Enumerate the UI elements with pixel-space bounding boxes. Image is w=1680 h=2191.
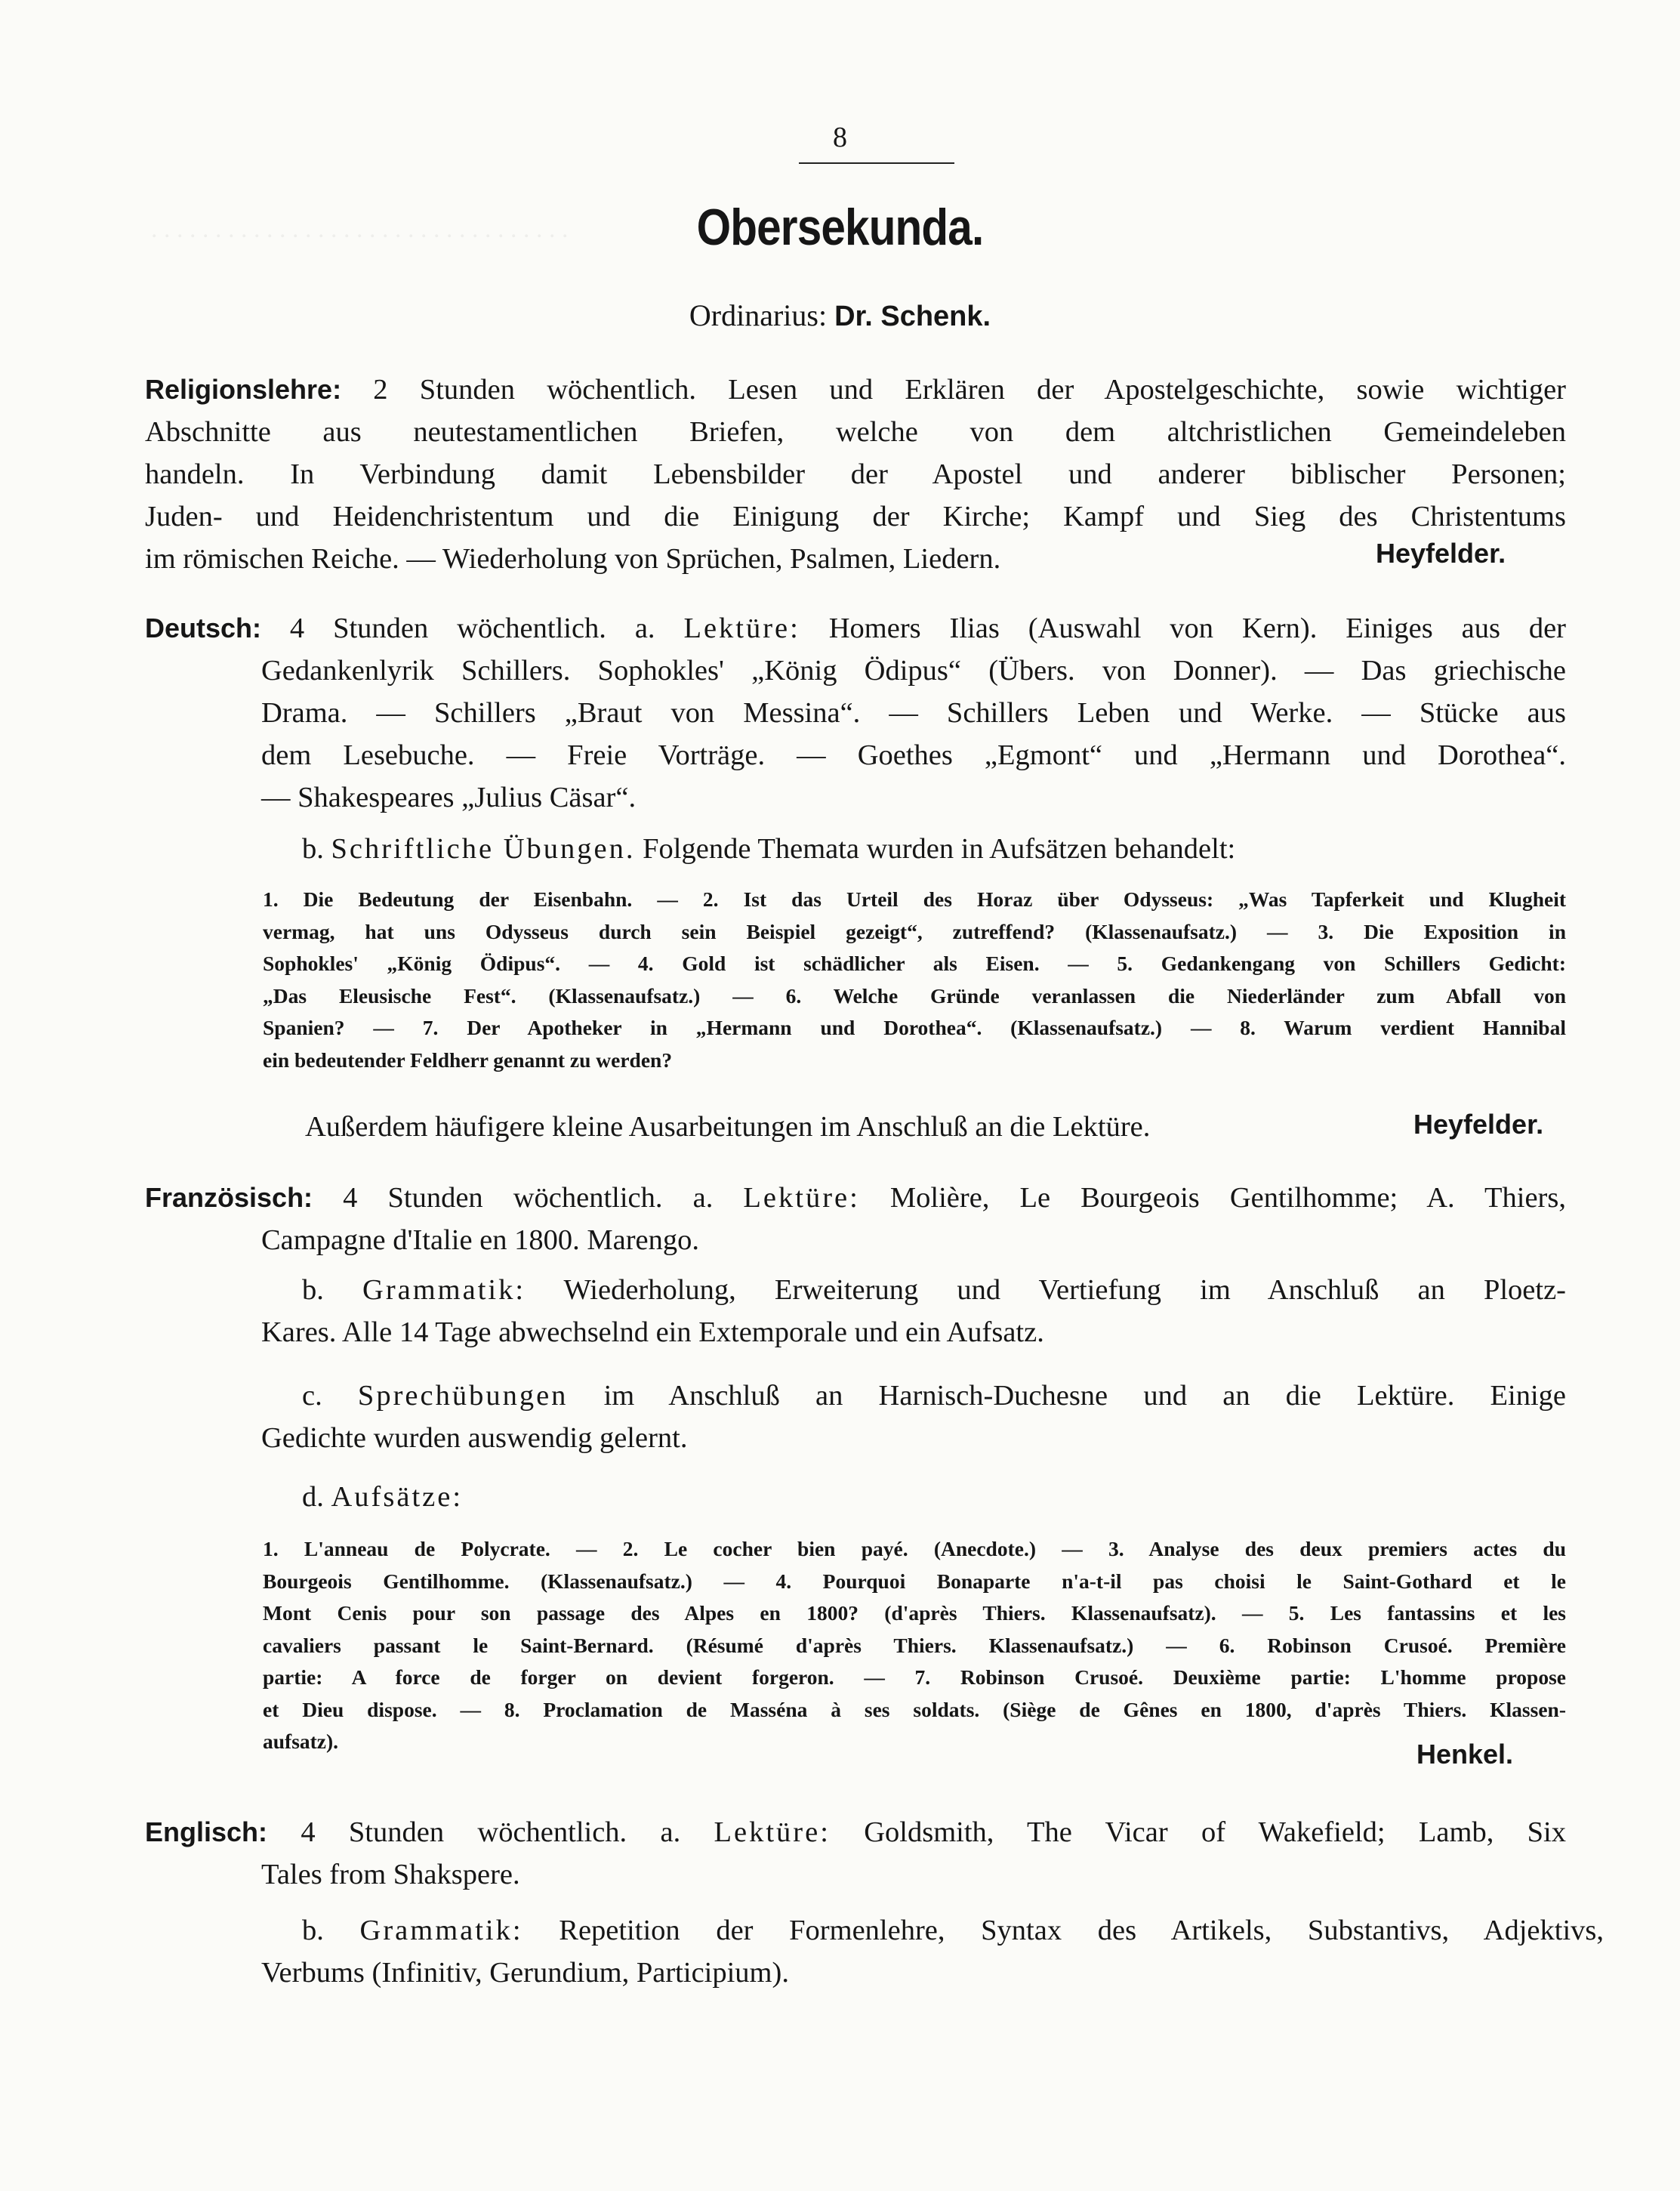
franz-line-1: Französisch: 4 Stunden wöchentlich. a. Lektüre: Molière, Le Bourgeois Gentilhomme; A. Thiers, [145,1182,1566,1214]
religion-line-5: im römischen Reiche. — Wiederholung von Sprüchen, Psalmen, Liedern. [145,543,1001,575]
ordinarius-line [0,298,1680,333]
deutsch-line-1: Deutsch: 4 Stunden wöchentlich. a. Lektüre: Homers Ilias (Auswahl von Kern). Einiges aus der [145,613,1566,644]
deutsch-teacher: Heyfelder. [1413,1109,1544,1140]
religion-line-1: Religionslehre: 2 Stunden wöchentlich. Lesen und Erklären der Apostelgeschichte, sowie wichtiger [145,374,1566,406]
religion-teacher: Heyfelder. [1376,538,1506,569]
religion-line-3: handeln. In Verbindung damit Lebensbilder der Apostel und anderer biblischer Personen; [145,458,1566,490]
ordinarius-name: Dr. Schenk. [834,301,991,332]
franz-c [261,1375,1566,1459]
deutsch-theme-line: vermag, hat uns Odysseus durch sein Beispiel gezeigt“, zutreffend? (Klassenaufsatz.) — 3. Die Exposition in [263,919,1566,943]
page-title: Obersekunda. [696,199,984,256]
franz-themes [263,1533,1566,1758]
franz-teacher: Henkel. [1416,1739,1514,1770]
deutsch-line-4: dem Lesebuche. — Freie Vorträge. — Goethes „Egmont“ und „Hermann und Dorothea“. [261,739,1566,771]
englisch-heading: Englisch: [145,1816,268,1847]
deutsch-line-2: Gedankenlyrik Schillers. Sophokles' „König Ödipus“ (Übers. von Donner). — Das griechische [261,655,1566,687]
englisch-b [261,1909,1604,1994]
deutsch-extra: Außerdem häufigere kleine Ausarbeitungen im Anschluß an die Lektüre. [305,1111,1151,1143]
page-number-rule [799,162,954,164]
franz-c-line-2: Gedichte wurden auswendig gelernt. [261,1422,688,1454]
franz-theme-line: Mont Cenis pour son passage des Alpes en 1800? (d'après Thiers. Klassenaufsatz). — 5. Les fantassins et les [263,1601,1566,1625]
franz-b-line-1: b. Grammatik: Wiederholung, Erweiterung und Vertiefung im Anschluß an Ploetz- [302,1274,1567,1306]
englisch-b-line-2: Verbums (Infinitiv, Gerundium, Participium). [261,1957,789,1989]
franz-theme-line: cavaliers passant le Saint-Bernard. (Résumé d'après Thiers. Klassenaufsatz.) — 6. Robinson Crusoé. Première [263,1633,1566,1657]
englisch-b-line-1: b. Grammatik: Repetition der Formenlehre, Syntax des Artikels, Substantivs, Adjektivs, [302,1915,1604,1946]
deutsch-themes [263,884,1566,1076]
religion-heading: Religionslehre: [145,374,342,405]
deutsch-b [302,828,1566,870]
deutsch-theme-line: Spanien? — 7. Der Apotheker in „Hermann und Dorothea“. (Klassenaufsatz.) — 8. Warum verdient Hannibal [263,1016,1566,1039]
section-franz [145,1177,1566,1219]
section-deutsch [145,607,1566,650]
page-number: 8 [833,122,847,153]
franz-theme-line: Bourgeois Gentilhomme. (Klassenaufsatz.) — 4. Pourquoi Bonaparte n'a-t-il pas choisi le Saint-Gothard et le [263,1569,1566,1593]
englisch-line-2: Tales from Shakspere. [261,1859,520,1890]
franz-theme-line: 1. L'anneau de Polycrate. — 2. Le cocher bien payé. (Anecdote.) — 3. Analyse des deux premiers actes du [263,1537,1566,1560]
deutsch-body [261,650,1566,819]
religion-line-4: Juden- und Heidenchristentum und die Einigung der Kirche; Kampf und Sieg des Christentums [145,501,1566,532]
religion-line-2: Abschnitte aus neutestamentlichen Briefen, welche von dem altchristlichen Gemeindeleben [145,416,1566,448]
section-englisch [145,1811,1566,1853]
ordinarius-label: Ordinarius: [689,298,828,332]
deutsch-b-line: b. Schriftliche Übungen. Folgende Themata wurden in Aufsätzen behandelt: [302,833,1236,865]
englisch-line-1: Englisch: 4 Stunden wöchentlich. a. Lektüre: Goldsmith, The Vicar of Wakefield; Lamb, Six [145,1816,1566,1848]
franz-heading: Französisch: [145,1182,313,1213]
deutsch-heading: Deutsch: [145,613,262,643]
franz-d: d. Aufsätze: [302,1481,464,1513]
section-religion [145,369,1566,580]
franz-b-line-2: Kares. Alle 14 Tage abwechselnd ein Extemporale und ein Aufsatz. [261,1316,1044,1348]
deutsch-theme-line: 1. Die Bedeutung der Eisenbahn. — 2. Ist das Urteil des Horaz über Odysseus: „Was Tapferkeit und Klugheit [263,887,1566,911]
deutsch-theme-line: Sophokles' „König Ödipus“. — 4. Gold ist schädlicher als Eisen. — 5. Gedankengang von Schillers Gedicht: [263,952,1566,975]
deutsch-theme-line: „Das Eleusische Fest“. (Klassenaufsatz.) — 6. Welche Gründe veranlassen die Niederländer zum Abfall von [263,983,1566,1008]
franz-theme-line: et Dieu dispose. — 8. Proclamation de Masséna à ses soldats. (Siège de Gênes en 1800, d'après Thiers. Klassen- [263,1697,1566,1721]
deutsch-line-5: — Shakespeares „Julius Cäsar“. [261,782,637,813]
franz-theme-line: aufsatz). [263,1730,339,1753]
deutsch-line-3: Drama. — Schillers „Braut von Messina“. — Schillers Leben und Werke. — Stücke aus [261,697,1566,729]
bleed-through-text: . . . . . . . . . . . . . . . . . . . . . . . . . . . . . . . . . [151,215,569,243]
deutsch-theme-line: ein bedeutender Feldherr genannt zu werden? [263,1048,673,1072]
franz-b [261,1269,1566,1353]
franz-c-line-1: c. Sprechübungen im Anschluß an Harnisch-Duchesne und an die Lektüre. Einige [302,1380,1566,1412]
franz-line-2: Campagne d'Italie en 1800. Marengo. [261,1224,699,1256]
franz-theme-line: partie: A force de forger on devient forgeron. — 7. Robinson Crusoé. Deuxième partie: L'homme propose [263,1665,1566,1689]
